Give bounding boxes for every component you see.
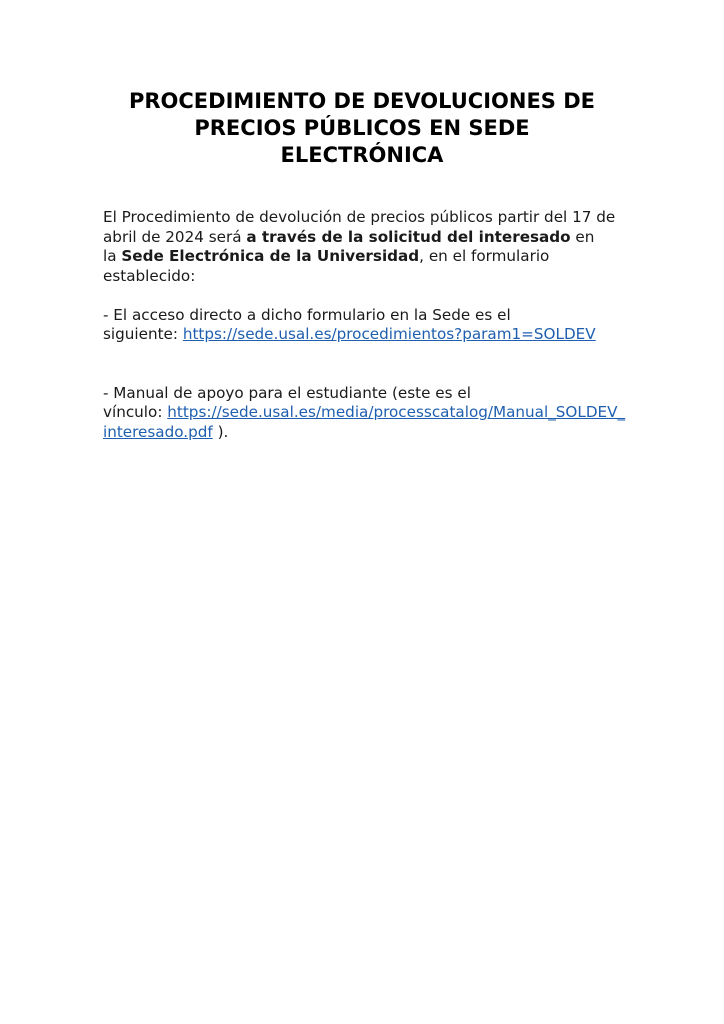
intro-line-2 (103, 228, 623, 248)
access-paragraph (103, 306, 623, 345)
soldev-procedure-link[interactable]: https://sede.usal.es/procedimientos?param1=SOLDEV (182, 325, 596, 343)
access-line-2-text: siguiente: (103, 325, 183, 343)
title-line-2: PRECIOS PÚBLICOS EN SEDE (194, 116, 530, 140)
intro-line-3 (103, 247, 623, 267)
intro-paragraph (103, 208, 623, 286)
manual-line-3 (103, 423, 623, 443)
intro-line-2-text: abril de 2024 será (103, 227, 247, 246)
intro-line-3-end: , en el formulario (419, 247, 550, 265)
intro-line-3-text: la (103, 247, 122, 265)
title-line-3: ELECTRÓNICA (280, 143, 444, 167)
manual-pdf-link-part-2[interactable]: interesado.pdf (103, 422, 213, 441)
manual-line-2-text: vínculo: (103, 403, 168, 421)
document-body (103, 208, 626, 442)
intro-line-1: El Procedimiento de devolución de precios públicos partir del 17 de (103, 208, 616, 226)
manual-line-3-end: ). (212, 422, 229, 441)
intro-line-2-end: en (570, 227, 595, 246)
intro-line-4: establecido: (103, 266, 196, 285)
paragraph-spacer (103, 286, 623, 306)
intro-bold-request: a través de la solicitud del interesado (246, 227, 571, 246)
access-line-1: - El acceso directo a dicho formulario en la Sede es el (103, 305, 511, 324)
paragraph-spacer-large (103, 345, 623, 384)
document-title (100, 88, 624, 169)
intro-bold-sede: Sede Electrónica de la Universidad (121, 247, 420, 265)
access-line-2 (103, 325, 623, 345)
manual-line-1: - Manual de apoyo para el estudiante (este es el (103, 383, 471, 402)
manual-paragraph (103, 383, 626, 443)
manual-line-2 (103, 403, 626, 423)
manual-pdf-link-part-1[interactable]: https://sede.usal.es/media/processcatalog/Manual_SOLDEV_ (167, 403, 626, 421)
title-line-1: PROCEDIMIENTO DE DEVOLUCIONES DE (128, 89, 596, 113)
